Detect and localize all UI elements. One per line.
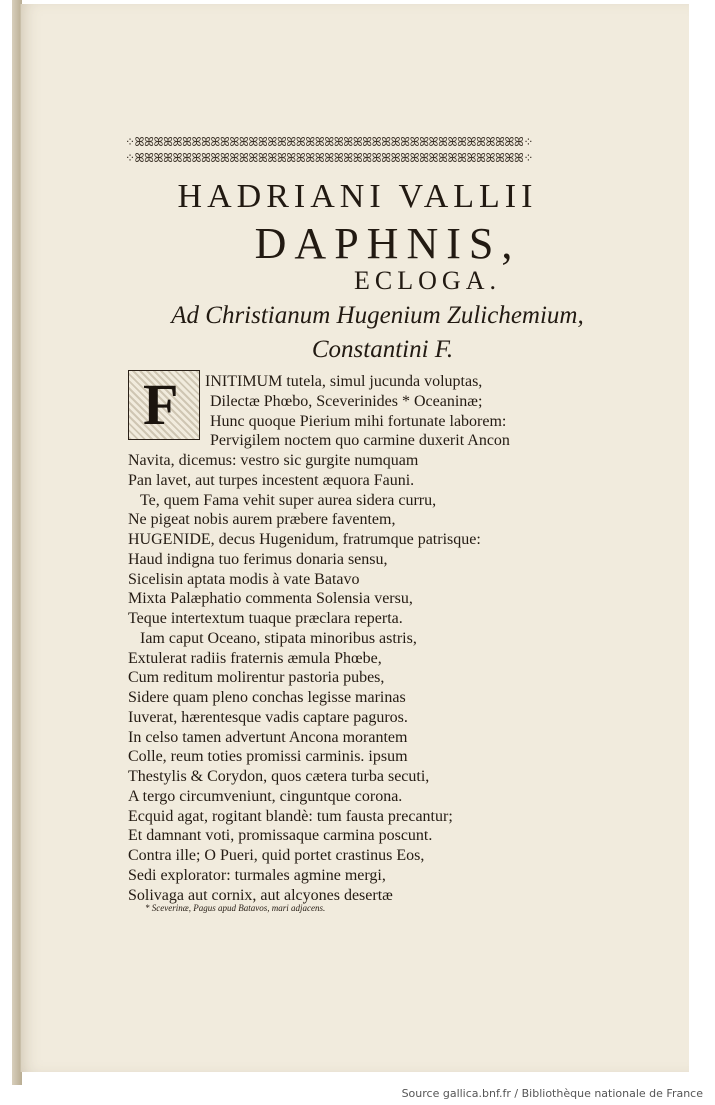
verse-line: Contra ille; O Pueri, quid portet crastinus Eos,	[128, 847, 425, 864]
verse-line: A tergo circumveniunt, cinguntque corona.	[128, 787, 403, 805]
verse-line: INITIMUM tutela, simul jucunda voluptas,	[205, 373, 483, 390]
verse-line: Extulerat radiis fraternis æmula Phœbe,	[128, 649, 382, 667]
verse-line: Teque intertextum tuaque præclara reperta.	[128, 610, 403, 627]
verse-line: Te, quem Fama vehit super aurea sidera curru,	[140, 491, 437, 509]
verse-line: Ecquid agat, rogitant blandè: tum fausta precantur;	[128, 807, 453, 825]
verse-line: Colle, reum toties promissi carminis. ipsum	[128, 748, 408, 766]
verse-line: Navita, dicemus: vestro sic gurgite numquam	[128, 452, 419, 469]
verse-line: Pan lavet, aut turpes incestent æquora Fauni.	[128, 471, 415, 489]
genre-heading: ECLOGA.	[354, 266, 501, 295]
verse-line: Ne pigeat nobis aurem præbere faventem,	[128, 511, 396, 529]
author-heading: HADRIANI VALLII	[177, 178, 538, 215]
verse-line: Sedi explorator: turmales agmine mergi,	[128, 866, 386, 884]
verse-line: Haud indigna tuo ferimus donaria sensu,	[128, 550, 388, 568]
verse-line: Iam caput Oceano, stipata minoribus astris,	[140, 629, 417, 647]
initial-letter: F	[143, 372, 179, 437]
verse-line: HUGENIDE, decus Hugenidum, fratrumque patrisque:	[128, 531, 481, 548]
dedication-line: Ad Christianum Hugenium Zulichemium,	[171, 302, 584, 329]
verse-line: Mixta Palæphatio commenta Solensia versu,	[128, 590, 413, 608]
verse-line: Sidere quam pleno conchas legisse marinas	[128, 689, 406, 706]
verse-line: In celso tamen advertunt Ancona morantem	[128, 728, 408, 746]
poem-title: DAPHNIS,	[254, 219, 521, 268]
decorated-initial	[128, 370, 200, 440]
dedication-line-2: Constantini F.	[311, 336, 454, 363]
verse-line: Cum reditum molirentur pastoria pubes,	[128, 669, 385, 687]
verse-line: Et damnant voti, promissaque carmina poscunt.	[128, 827, 433, 845]
footnote: * Sceverinæ, Pagus apud Batavos, mari adjacens.	[145, 903, 326, 913]
ornament-band-bottom: ⁘ꕤꕤꕤꕤꕤꕤꕤꕤꕤꕤꕤꕤꕤꕤꕤꕤꕤꕤꕤꕤꕤꕤꕤꕤꕤꕤꕤꕤꕤꕤꕤꕤꕤꕤꕤꕤꕤꕤꕤꕤꕤ⁘	[125, 152, 533, 165]
verse-line: Sicelisin aptata modis à vate Batavo	[128, 570, 360, 588]
verse-line: Hunc quoque Pierium mihi fortunate laborem:	[210, 412, 507, 430]
ornament-band-top: ⁘ꕤꕤꕤꕤꕤꕤꕤꕤꕤꕤꕤꕤꕤꕤꕤꕤꕤꕤꕤꕤꕤꕤꕤꕤꕤꕤꕤꕤꕤꕤꕤꕤꕤꕤꕤꕤꕤꕤꕤꕤꕤ⁘	[125, 136, 533, 149]
source-credit: Source gallica.bnf.fr / Bibliothèque nationale de France	[401, 1087, 703, 1100]
verse-line: Dilectæ Phœbo, Sceverinides * Oceaninæ;	[210, 392, 483, 410]
verse-line: Iuverat, hærentesque vadis captare paguros.	[128, 708, 408, 726]
verse-line: Solivaga aut cornix, aut alcyones desertæ	[128, 886, 393, 904]
verse-line: Pervigilem noctem quo carmine duxerit Ancon	[210, 432, 510, 450]
verse-line: Thestylis & Corydon, quos cætera turba secuti,	[128, 768, 430, 785]
